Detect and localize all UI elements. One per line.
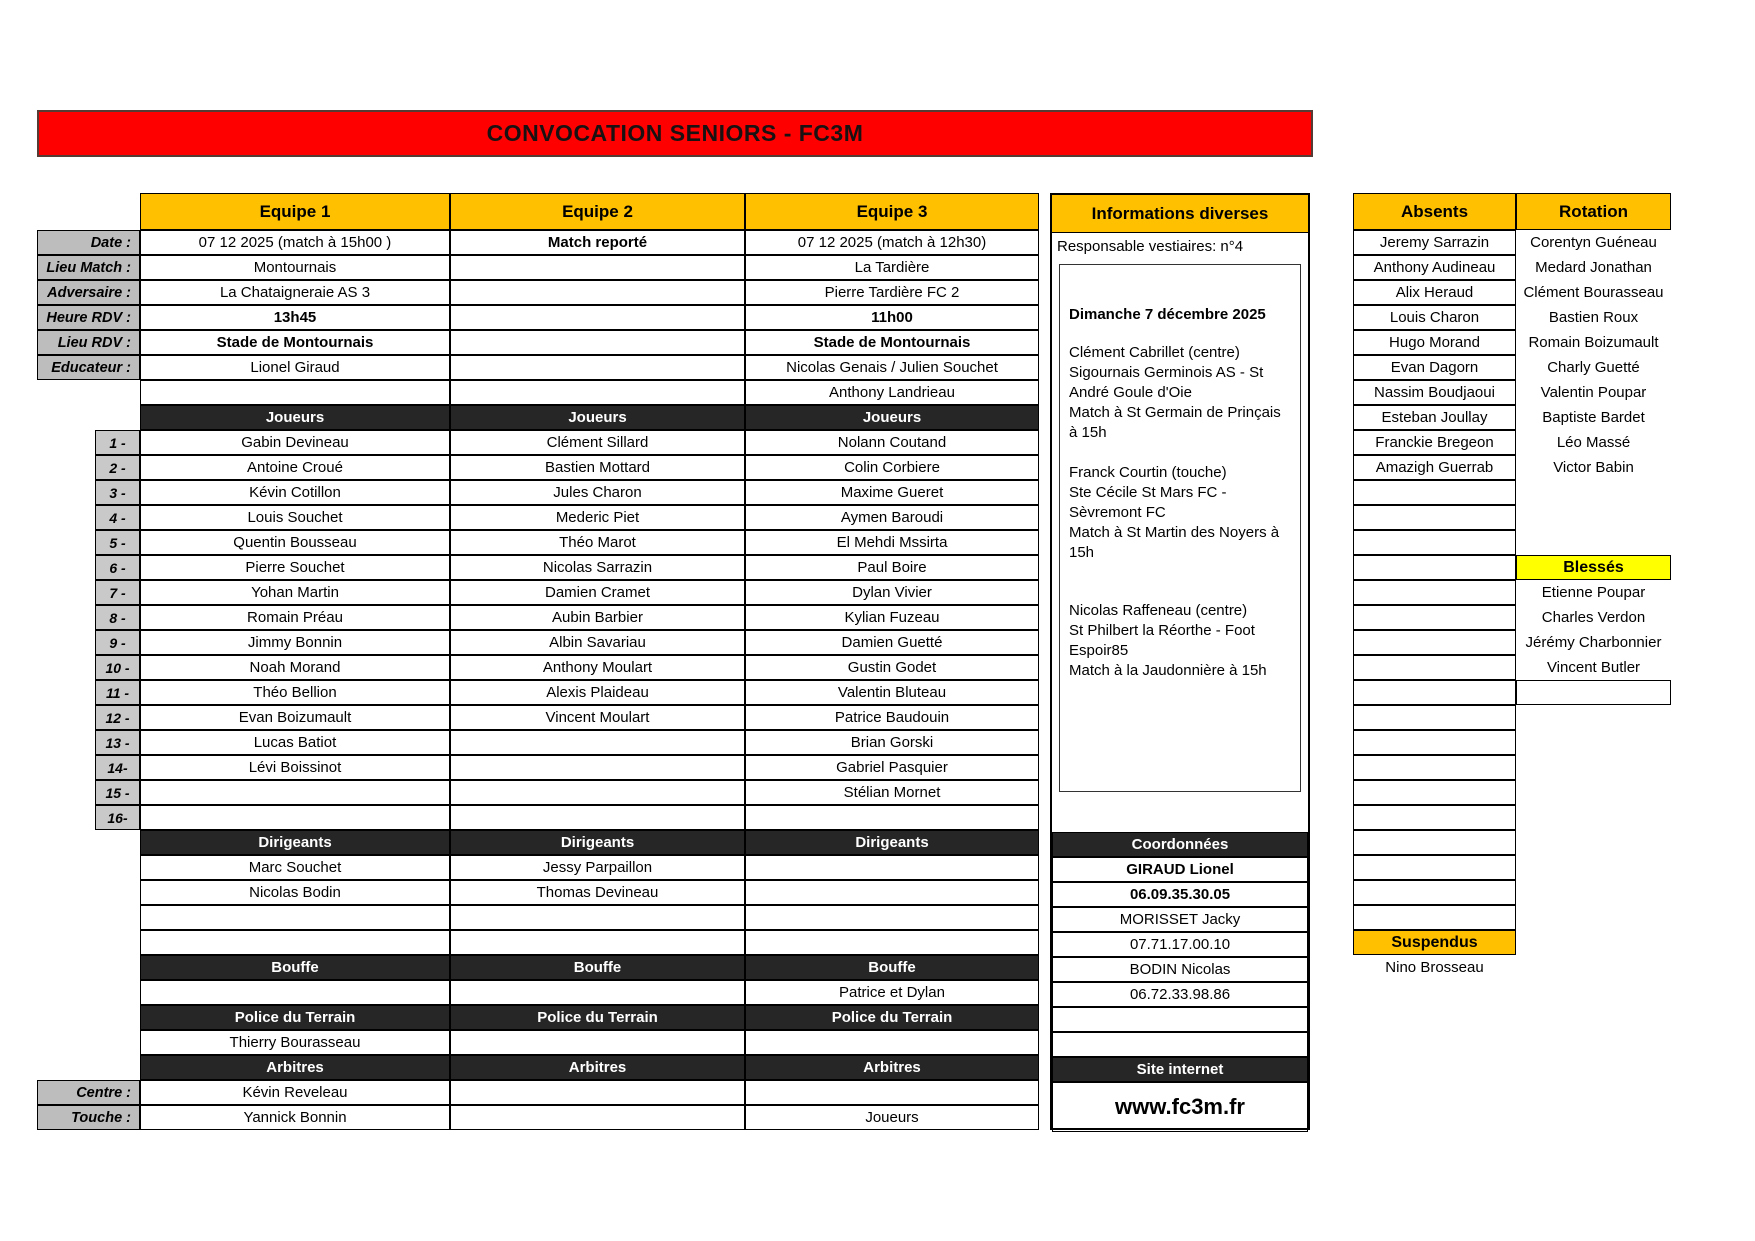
player-name-equipe3: Colin Corbiere [745, 455, 1039, 480]
dirigeant-equipe3 [745, 855, 1039, 880]
centre-row [37, 1080, 1039, 1105]
heure-rdv-equipe1: 13h45 [140, 305, 450, 330]
bouffe-equipe2 [450, 980, 745, 1005]
player-name-equipe3: Nolann Coutand [745, 430, 1039, 455]
absent-empty-cell [1353, 605, 1516, 630]
player-name-equipe2: Aubin Barbier [450, 605, 745, 630]
absent-empty-cell [1353, 855, 1516, 880]
rotation-name: Léo Massé [1556, 434, 1631, 451]
player-name-equipe3 [745, 805, 1039, 830]
date-equipe1: 07 12 2025 (match à 15h00 ) [140, 230, 450, 255]
rotation-name: Corentyn Guéneau [1530, 234, 1657, 251]
player-number: 6 - [95, 555, 140, 580]
teams-table [37, 193, 1039, 1130]
absents-column [1353, 193, 1516, 980]
player-row [37, 605, 1039, 630]
player-name-equipe3: El Mehdi Mssirta [745, 530, 1039, 555]
centre-equipe1: Kévin Reveleau [140, 1080, 450, 1105]
absent-empty-cell [1353, 805, 1516, 830]
heure-rdv-row [37, 305, 1039, 330]
equipe1-header: Equipe 1 [140, 193, 450, 230]
rotation-header: Rotation [1516, 193, 1671, 230]
lieu-rdv-equipe3: Stade de Montournais [745, 330, 1039, 355]
absent-empty-cell [1353, 580, 1516, 605]
contact-name: BODIN Nicolas [1052, 957, 1308, 982]
coordonnees-block [1052, 832, 1308, 1132]
coordonnees-header: Coordonnées [1052, 832, 1308, 857]
dirigeant-row [37, 905, 1039, 930]
player-name-equipe1: Kévin Cotillon [140, 480, 450, 505]
contact-phone: 06.09.35.30.05 [1052, 882, 1308, 907]
player-number: 11 - [95, 680, 140, 705]
referee-info-1: Clément Cabrillet (centre) Sigournais Germinois AS - St André Goule d'Oie Match à St Germain de Prinçais à 15h [1069, 344, 1281, 441]
dirigeant-row [37, 930, 1039, 955]
lieu-match-row [37, 255, 1039, 280]
date-row [37, 230, 1039, 255]
player-name-equipe1: Gabin Devineau [140, 430, 450, 455]
player-name-equipe2: Albin Savariau [450, 630, 745, 655]
dirigeant-equipe1 [140, 930, 450, 955]
player-number: 5 - [95, 530, 140, 555]
dirigeants-header-2: Dirigeants [450, 830, 745, 855]
player-name-equipe1: Antoine Croué [140, 455, 450, 480]
player-name-equipe2: Vincent Moulart [450, 705, 745, 730]
lieu-match-equipe3: La Tardière [745, 255, 1039, 280]
police-equipe1: Thierry Bourasseau [140, 1030, 450, 1055]
adversaire-equipe1: La Chataigneraie AS 3 [140, 280, 450, 305]
player-row [37, 455, 1039, 480]
rotation-name: Romain Boizumault [1528, 334, 1659, 351]
educateur-label: Educateur : [37, 355, 140, 380]
player-name-equipe1 [140, 805, 450, 830]
player-number: 2 - [95, 455, 140, 480]
empty-row [1052, 1032, 1308, 1057]
centre-equipe3 [745, 1080, 1039, 1105]
blesse-name: Etienne Poupar [1541, 584, 1646, 601]
absent-name: Hugo Morand [1353, 330, 1516, 355]
educateur2-row [37, 380, 1039, 405]
police-header-row [37, 1005, 1039, 1030]
absent-empty-cell [1353, 830, 1516, 855]
absent-empty-cell [1353, 480, 1516, 505]
arbitres-header-row [37, 1055, 1039, 1080]
suspended-name: Nino Brosseau [1385, 959, 1484, 976]
absent-name: Esteban Joullay [1353, 405, 1516, 430]
dirigeant-row [37, 880, 1039, 905]
rotation-name: Valentin Poupar [1540, 384, 1647, 401]
dirigeants-header-row [37, 830, 1039, 855]
player-name-equipe2: Nicolas Sarrazin [450, 555, 745, 580]
dirigeant-equipe3 [745, 880, 1039, 905]
contact-name: MORISSET Jacky [1052, 907, 1308, 932]
absent-empty-cell [1353, 655, 1516, 680]
player-row [37, 780, 1039, 805]
dirigeant-equipe1: Marc Souchet [140, 855, 450, 880]
educateur2-spacer [37, 380, 140, 405]
player-number: 16- [95, 805, 140, 830]
arbitres-header-1: Arbitres [140, 1055, 450, 1080]
absent-name: Amazigh Guerrab [1353, 455, 1516, 480]
educateur2-equipe1 [140, 380, 450, 405]
absent-empty-cell [1353, 530, 1516, 555]
lieu-rdv-row [37, 330, 1039, 355]
player-name-equipe3: Brian Gorski [745, 730, 1039, 755]
contact-name: GIRAUD Lionel [1052, 857, 1308, 882]
blesse-name: Jérémy Charbonnier [1525, 634, 1662, 651]
player-row [37, 755, 1039, 780]
absent-name: Alix Heraud [1353, 280, 1516, 305]
player-name-equipe2 [450, 730, 745, 755]
absent-empty-cell [1353, 705, 1516, 730]
adversaire-equipe3: Pierre Tardière FC 2 [745, 280, 1039, 305]
touche-label: Touche : [37, 1105, 140, 1130]
arbitres-header-2: Arbitres [450, 1055, 745, 1080]
player-name-equipe1: Noah Morand [140, 655, 450, 680]
date-equipe3: 07 12 2025 (match à 12h30) [745, 230, 1039, 255]
absent-empty-cell [1353, 555, 1516, 580]
contact-phone: 06.72.33.98.86 [1052, 982, 1308, 1007]
player-name-equipe2: Clément Sillard [450, 430, 745, 455]
joueurs-header-1: Joueurs [140, 405, 450, 430]
touche-equipe2 [450, 1105, 745, 1130]
police-header-2: Police du Terrain [450, 1005, 745, 1030]
player-row [37, 555, 1039, 580]
title-banner [37, 110, 1313, 157]
header-spacer [37, 193, 140, 230]
police-equipe3 [745, 1030, 1039, 1055]
dirigeant-equipe1: Nicolas Bodin [140, 880, 450, 905]
dirigeant-equipe2 [450, 905, 745, 930]
dirigeant-equipe1 [140, 905, 450, 930]
player-name-equipe2 [450, 805, 745, 830]
player-number: 15 - [95, 780, 140, 805]
absent-empty-cell [1353, 905, 1516, 930]
info-column [1050, 193, 1310, 1130]
adversaire-equipe2 [450, 280, 745, 305]
adversaire-label: Adversaire : [37, 280, 140, 305]
info-date-title: Dimanche 7 décembre 2025 [1069, 306, 1266, 323]
educateur-row [37, 355, 1039, 380]
date-equipe2: Match reporté [450, 230, 745, 255]
blesse-name: Charles Verdon [1541, 609, 1646, 626]
player-name-equipe2: Bastien Mottard [450, 455, 745, 480]
player-number: 8 - [95, 605, 140, 630]
player-number: 14- [95, 755, 140, 780]
player-row [37, 430, 1039, 455]
player-name-equipe1: Théo Bellion [140, 680, 450, 705]
joueurs-header-2: Joueurs [450, 405, 745, 430]
lieu-match-equipe1: Montournais [140, 255, 450, 280]
police-equipe2 [450, 1030, 745, 1055]
empty-row [1052, 1007, 1308, 1032]
player-name-equipe2: Mederic Piet [450, 505, 745, 530]
absents-header: Absents [1353, 193, 1516, 230]
player-name-equipe1: Lévi Boissinot [140, 755, 450, 780]
player-name-equipe1: Lucas Batiot [140, 730, 450, 755]
player-row [37, 505, 1039, 530]
lieu-rdv-equipe1: Stade de Montournais [140, 330, 450, 355]
dirigeant-equipe3 [745, 905, 1039, 930]
bouffe-equipe3: Patrice et Dylan [745, 980, 1039, 1005]
info-referees-box [1059, 264, 1301, 792]
player-name-equipe2: Damien Cramet [450, 580, 745, 605]
absent-empty-cell [1353, 505, 1516, 530]
player-name-equipe3: Damien Guetté [745, 630, 1039, 655]
absent-empty-cell [1353, 680, 1516, 705]
educateur2-equipe3: Anthony Landrieau [745, 380, 1039, 405]
player-name-equipe3: Valentin Bluteau [745, 680, 1039, 705]
player-name-equipe3: Dylan Vivier [745, 580, 1039, 605]
absent-empty-cell [1353, 780, 1516, 805]
absent-empty-cell [1353, 630, 1516, 655]
player-number: 13 - [95, 730, 140, 755]
lieu-match-equipe2 [450, 255, 745, 280]
lieu-rdv-label: Lieu RDV : [37, 330, 140, 355]
rotation-name: Bastien Roux [1548, 309, 1639, 326]
player-name-equipe1: Romain Préau [140, 605, 450, 630]
player-name-equipe3: Aymen Baroudi [745, 505, 1039, 530]
dirigeant-equipe2: Jessy Parpaillon [450, 855, 745, 880]
adversaire-row [37, 280, 1039, 305]
rotation-name: Clément Bourasseau [1523, 284, 1664, 301]
player-number: 1 - [95, 430, 140, 455]
player-name-equipe3: Gustin Godet [745, 655, 1039, 680]
player-number: 12 - [95, 705, 140, 730]
suspendus-header: Suspendus [1353, 930, 1516, 955]
page-title: CONVOCATION SENIORS - FC3M [486, 120, 864, 146]
educateur-equipe3: Nicolas Genais / Julien Souchet [745, 355, 1039, 380]
player-name-equipe1: Yohan Martin [140, 580, 450, 605]
info-header: Informations diverses [1052, 195, 1308, 233]
centre-equipe2 [450, 1080, 745, 1105]
referee-info-2: Franck Courtin (touche) Ste Cécile St Mars FC - Sèvremont FC Match à St Martin des Noyers à 15h [1069, 464, 1280, 561]
player-number: 9 - [95, 630, 140, 655]
absent-empty-cell [1353, 755, 1516, 780]
touche-equipe3: Joueurs [745, 1105, 1039, 1130]
police-header-3: Police du Terrain [745, 1005, 1039, 1030]
equipe2-header: Equipe 2 [450, 193, 745, 230]
joueurs-header-row [37, 405, 1039, 430]
dirigeant-row [37, 855, 1039, 880]
bouffe-equipe1 [140, 980, 450, 1005]
player-row [37, 680, 1039, 705]
player-name-equipe3: Stélian Mornet [745, 780, 1039, 805]
info-responsable: Responsable vestiaires: n°4 [1057, 237, 1244, 255]
rotation-name: Victor Babin [1553, 459, 1634, 476]
educateur-equipe2 [450, 355, 745, 380]
player-name-equipe2 [450, 780, 745, 805]
police-header-1: Police du Terrain [140, 1005, 450, 1030]
player-number: 4 - [95, 505, 140, 530]
player-name-equipe1: Jimmy Bonnin [140, 630, 450, 655]
player-number: 3 - [95, 480, 140, 505]
touche-equipe1: Yannick Bonnin [140, 1105, 450, 1130]
player-row [37, 730, 1039, 755]
bouffe-header-3: Bouffe [745, 955, 1039, 980]
date-label: Date : [37, 230, 140, 255]
arbitres-header-3: Arbitres [745, 1055, 1039, 1080]
police-row [37, 1030, 1039, 1055]
dirigeant-equipe2: Thomas Devineau [450, 880, 745, 905]
player-name-equipe1: Evan Boizumault [140, 705, 450, 730]
bouffe-header-2: Bouffe [450, 955, 745, 980]
player-row [37, 705, 1039, 730]
absent-name: Louis Charon [1353, 305, 1516, 330]
player-name-equipe2 [450, 755, 745, 780]
site-internet-header: Site internet [1052, 1057, 1308, 1082]
educateur-equipe1: Lionel Giraud [140, 355, 450, 380]
equipe3-header: Equipe 3 [745, 193, 1039, 230]
player-row [37, 805, 1039, 830]
player-row [37, 655, 1039, 680]
centre-label: Centre : [37, 1080, 140, 1105]
rotation-column [1516, 193, 1671, 705]
player-name-equipe2: Théo Marot [450, 530, 745, 555]
lieu-match-label: Lieu Match : [37, 255, 140, 280]
blesses-empty-cell [1516, 680, 1671, 705]
player-row [37, 630, 1039, 655]
absent-empty-cell [1353, 880, 1516, 905]
absent-name: Evan Dagorn [1353, 355, 1516, 380]
dirigeants-header-3: Dirigeants [745, 830, 1039, 855]
joueurs-header-3: Joueurs [745, 405, 1039, 430]
player-name-equipe3: Maxime Gueret [745, 480, 1039, 505]
absent-name: Anthony Audineau [1353, 255, 1516, 280]
heure-rdv-equipe2 [450, 305, 745, 330]
player-number: 10 - [95, 655, 140, 680]
player-name-equipe3: Paul Boire [745, 555, 1039, 580]
blesses-header: Blessés [1516, 555, 1671, 580]
teams-header-row [37, 193, 1039, 230]
player-row [37, 580, 1039, 605]
site-url: www.fc3m.fr [1052, 1082, 1308, 1132]
player-name-equipe3: Kylian Fuzeau [745, 605, 1039, 630]
lieu-rdv-equipe2 [450, 330, 745, 355]
contact-phone: 07.71.17.00.10 [1052, 932, 1308, 957]
absent-name: Jeremy Sarrazin [1353, 230, 1516, 255]
player-name-equipe2: Anthony Moulart [450, 655, 745, 680]
player-name-equipe2: Jules Charon [450, 480, 745, 505]
bouffe-row [37, 980, 1039, 1005]
educateur2-equipe2 [450, 380, 745, 405]
bouffe-header-1: Bouffe [140, 955, 450, 980]
player-name-equipe3: Patrice Baudouin [745, 705, 1039, 730]
rotation-name: Baptiste Bardet [1542, 409, 1645, 426]
absent-empty-cell [1353, 730, 1516, 755]
player-name-equipe3: Gabriel Pasquier [745, 755, 1039, 780]
dirigeant-equipe3 [745, 930, 1039, 955]
player-row [37, 480, 1039, 505]
dirigeant-equipe2 [450, 930, 745, 955]
rotation-name: Medard Jonathan [1535, 259, 1652, 276]
player-name-equipe1 [140, 780, 450, 805]
touche-row [37, 1105, 1039, 1130]
player-name-equipe1: Louis Souchet [140, 505, 450, 530]
absent-name: Franckie Bregeon [1353, 430, 1516, 455]
heure-rdv-label: Heure RDV : [37, 305, 140, 330]
absent-name: Nassim Boudjaoui [1353, 380, 1516, 405]
player-number: 7 - [95, 580, 140, 605]
heure-rdv-equipe3: 11h00 [745, 305, 1039, 330]
player-name-equipe2: Alexis Plaideau [450, 680, 745, 705]
player-name-equipe1: Quentin Bousseau [140, 530, 450, 555]
player-name-equipe1: Pierre Souchet [140, 555, 450, 580]
bouffe-header-row [37, 955, 1039, 980]
rotation-name: Charly Guetté [1547, 359, 1640, 376]
blesse-name: Vincent Butler [1546, 659, 1641, 676]
player-row [37, 530, 1039, 555]
referee-info-3: Nicolas Raffeneau (centre) St Philbert la Réorthe - Foot Espoir85 Match à la Jaudonnière à 15h [1069, 602, 1267, 679]
dirigeants-header-1: Dirigeants [140, 830, 450, 855]
